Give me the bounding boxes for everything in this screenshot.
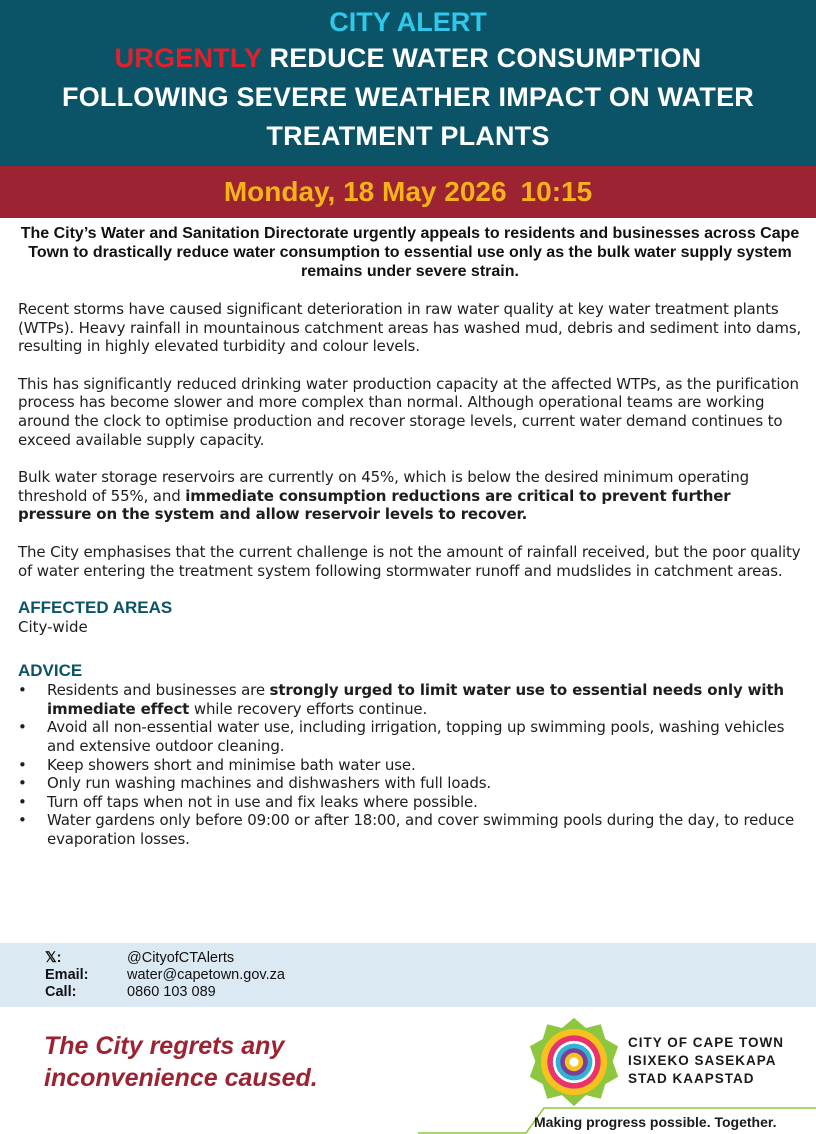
advice-item-text: Keep showers short and minimise bath water use.: [47, 755, 416, 774]
advice-item: [18, 681, 802, 718]
affected-areas-value: City-wide: [18, 618, 88, 637]
advice-item: [18, 774, 802, 793]
alert-headline: [0, 39, 816, 156]
paragraph-production-capacity: This has significantly reduced drinking water production capacity at the affected WTPs, as the purification process has become slower and more complex than normal. Although operational teams are working around the clock to optimise production and recover storage levels, current water demand continues to exceed available supply capacity.: [18, 374, 799, 449]
x-label: 𝕏:: [45, 950, 62, 966]
advice-item-emphasis: strongly urged to limit water use to essential needs only with immediate effect: [47, 681, 784, 718]
bullet-icon: •: [18, 755, 27, 774]
org-name-english: CITY OF CAPE TOWN: [628, 1035, 785, 1050]
advice-item: [18, 718, 802, 755]
contact-panel: [0, 943, 816, 1007]
bullet-icon: •: [18, 792, 27, 811]
advice-item: [18, 793, 802, 812]
call-label: Call:: [45, 984, 77, 1000]
bullet-icon: •: [18, 718, 27, 737]
org-name-xhosa: ISIXEKO SASEKAPA: [628, 1053, 777, 1068]
contact-row-x: [45, 950, 816, 967]
urgent-word: URGENTLY: [114, 43, 262, 73]
advice-list: [18, 681, 802, 848]
affected-areas-title: AFFECTED AREAS: [18, 598, 173, 618]
email-label: Email:: [45, 967, 89, 983]
bullet-icon: •: [18, 681, 27, 700]
advice-item: [18, 756, 802, 775]
contact-row-email: [45, 967, 816, 984]
alert-body: [18, 224, 802, 848]
phone-number[interactable]: 0860 103 089: [127, 984, 216, 1000]
slogan: Making progress possible. Together.: [534, 1114, 777, 1130]
city-logo-icon: [528, 1016, 620, 1108]
organisation-names: [628, 1034, 784, 1088]
advice-item-text-end: while recovery efforts continue.: [189, 699, 428, 718]
advice-item-text: Turn off taps when not in use and fix leaks where possible.: [47, 792, 478, 811]
advice-title: ADVICE: [18, 661, 83, 681]
headline-line-1-rest: REDUCE WATER CONSUMPTION: [261, 43, 702, 73]
regret-message: The City regrets any inconvenience caused.: [44, 1032, 318, 1092]
reservoir-emphasis: immediate consumption reductions are critical to prevent further pressure on the system and allow reservoir levels to recover.: [18, 486, 731, 524]
alert-date: Monday, 18 May 2026: [223, 176, 507, 207]
contact-row-call: [45, 984, 816, 1001]
alert-header: [0, 0, 816, 166]
org-name-afrikaans: STAD KAAPSTAD: [628, 1071, 755, 1086]
bullet-icon: •: [18, 774, 27, 793]
email-link[interactable]: water@capetown.gov.za: [127, 967, 285, 983]
date-band: [0, 166, 816, 218]
advice-item-text: Residents and businesses are: [47, 681, 270, 700]
advice-item: [18, 811, 802, 848]
advice-item-text: Water gardens only before 09:00 or after 18:00, and cover swimming pools during the day, to reduce evaporation losses.: [47, 811, 795, 848]
lead-paragraph: The City’s Water and Sanitation Directorate urgently appeals to residents and businesses across Cape Town to drastically reduce water consumption to essential use only as the bulk water supply system remains under severe strain.: [20, 225, 800, 280]
bullet-icon: •: [18, 811, 27, 830]
headline-line-3: TREATMENT PLANTS: [266, 121, 550, 151]
paragraph-raw-water-quality: Recent storms have caused significant deterioration in raw water quality at key water treatment plants (WTPs). Heavy rainfall in mountainous catchment areas has washed mud, debris and sediment into dams, resulting in highly elevated turbidity and colour levels.: [18, 300, 802, 356]
paragraph-challenge: The City emphasises that the current challenge is not the amount of rainfall received, but the poor quality of water entering the treatment system following stormwater runoff and mudslides in catchment areas.: [18, 542, 801, 580]
x-handle-link[interactable]: @CityofCTAlerts: [127, 950, 235, 966]
city-alert-tag: CITY ALERT: [329, 7, 487, 37]
advice-item-text: Avoid all non-essential water use, including irrigation, topping up swimming pools, washing vehicles and extensive outdoor cleaning.: [47, 718, 785, 755]
alert-time: 10:15: [520, 176, 593, 207]
headline-line-2: FOLLOWING SEVERE WEATHER IMPACT ON WATER: [62, 82, 754, 112]
advice-item-text: Only run washing machines and dishwashers with full loads.: [47, 774, 492, 793]
reservoir-text: Bulk water storage reservoirs are currently on 45%, which is below the desired minimum operating threshold of 55%, and: [18, 468, 749, 505]
paragraph-reservoir-levels: [18, 468, 802, 524]
